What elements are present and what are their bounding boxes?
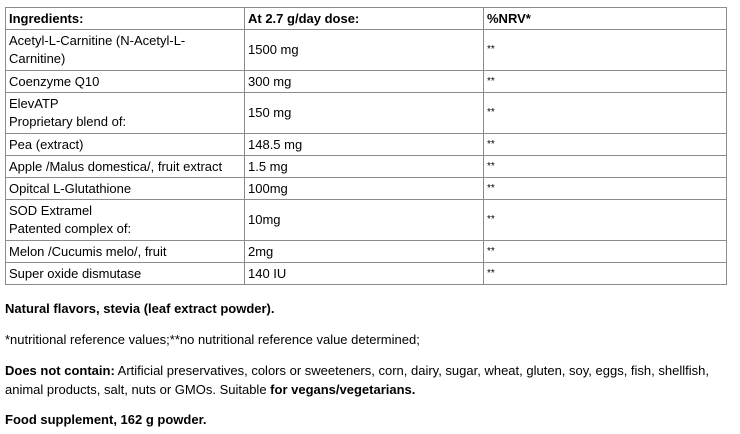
ingredient-name-line: SOD Extramel (9, 203, 93, 218)
ingredients-table-wrapper (5, 7, 726, 285)
table-row (6, 93, 727, 134)
food-supplement-note: Food supplement, 162 g powder. (5, 412, 207, 427)
table-row (6, 178, 727, 200)
natural-flavors-note: Natural flavors, stevia (leaf extract powder). (5, 301, 275, 316)
ingredient-name: Melon /Cucumis melo/, fruit (6, 241, 245, 263)
ingredient-name-line: ElevATP (9, 96, 59, 111)
ingredient-name: Opitcal L-Glutathione (6, 178, 245, 200)
header-dose: At 2.7 g/day dose: (245, 8, 484, 30)
table-row (6, 30, 727, 71)
table-row (6, 263, 727, 285)
ingredient-nrv: ** (484, 241, 727, 263)
table-row (6, 200, 727, 241)
ingredients-table (5, 7, 727, 285)
ingredient-name: Pea (extract) (6, 134, 245, 156)
ingredient-dose: 1.5 mg (245, 156, 484, 178)
ingredient-dose: 1500 mg (245, 30, 484, 71)
header-nrv: %NRV* (484, 8, 727, 30)
ingredient-nrv: ** (484, 200, 727, 241)
ingredient-nrv: ** (484, 30, 727, 71)
nrv-footnote: *nutritional reference values;**no nutritional reference value determined; (5, 332, 420, 347)
ingredient-nrv: ** (484, 71, 727, 93)
ingredient-dose: 10mg (245, 200, 484, 241)
ingredient-nrv: ** (484, 93, 727, 134)
table-row (6, 241, 727, 263)
does-not-contain-label: Does not contain: (5, 363, 115, 378)
does-not-contain-text: Artificial preservatives, colors or sweeteners, corn, dairy, sugar, wheat, gluten, soy, eggs, fish, shellfish, animal products, salt, nuts or GMOs. Suitable (5, 363, 709, 397)
table-row (6, 71, 727, 93)
does-not-contain-note (5, 361, 730, 399)
ingredient-name-line: Proprietary blend of: (9, 114, 127, 129)
ingredient-nrv: ** (484, 178, 727, 200)
table-row (6, 134, 727, 156)
ingredient-name-line: Patented complex of: (9, 221, 132, 236)
ingredient-dose: 100mg (245, 178, 484, 200)
ingredient-dose: 140 IU (245, 263, 484, 285)
ingredient-name-line: Acetyl-L-Carnitine (N-Acetyl-L- (9, 33, 186, 48)
ingredient-name-line: Carnitine) (9, 51, 66, 66)
ingredient-nrv: ** (484, 263, 727, 285)
ingredient-name (6, 30, 245, 71)
ingredient-nrv: ** (484, 156, 727, 178)
ingredient-name: Apple /Malus domestica/, fruit extract (6, 156, 245, 178)
ingredient-dose: 300 mg (245, 71, 484, 93)
ingredient-dose: 2mg (245, 241, 484, 263)
ingredient-nrv: ** (484, 134, 727, 156)
table-header-row (6, 8, 727, 30)
ingredient-dose: 148.5 mg (245, 134, 484, 156)
ingredient-name: Super oxide dismutase (6, 263, 245, 285)
ingredient-name (6, 200, 245, 241)
ingredient-name: Coenzyme Q10 (6, 71, 245, 93)
ingredient-name (6, 93, 245, 134)
header-ingredients: Ingredients: (6, 8, 245, 30)
table-row (6, 156, 727, 178)
suitable-for-label: for vegans/vegetarians. (270, 382, 416, 397)
ingredient-dose: 150 mg (245, 93, 484, 134)
